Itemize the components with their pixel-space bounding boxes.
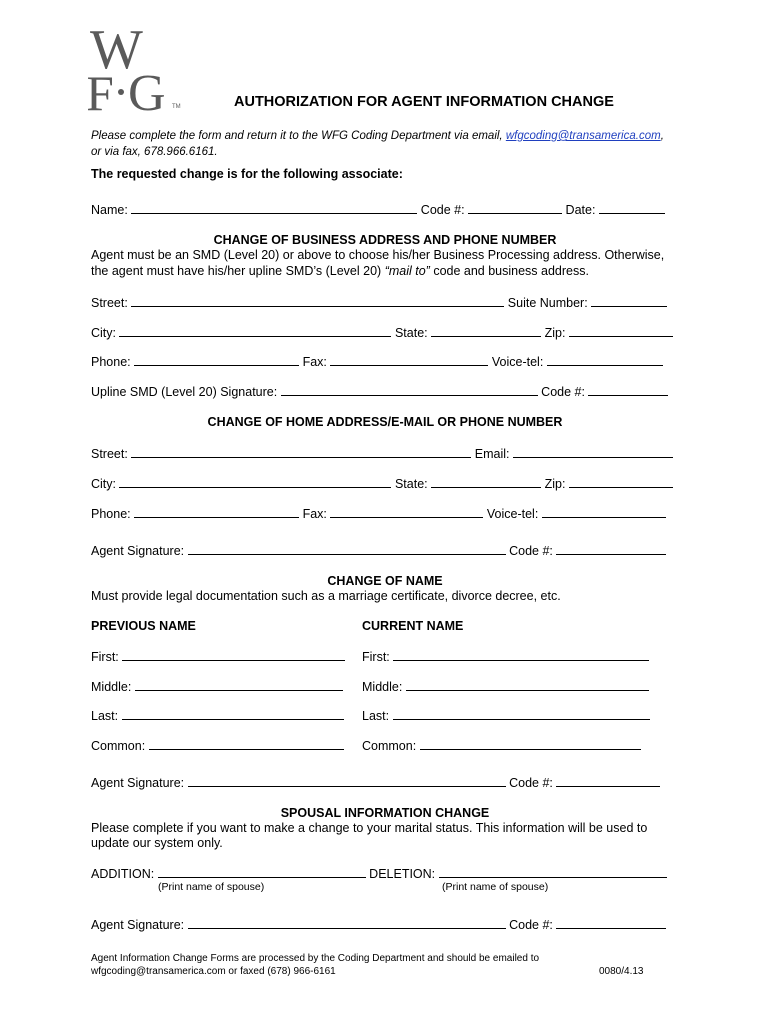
current-last-label: Last: [362,709,390,723]
home-phone-label: Phone: [91,507,131,521]
home-code-label: Code #: [509,544,553,558]
svg-text:G: G [128,65,166,122]
footer-line-2: wfgcoding@transamerica.com or faxed (678) 966-6161 [91,966,336,977]
spousal-note-1: Please complete if you want to make a change to your marital status. This information will be used to [91,821,648,835]
current-common-label: Common: [362,739,417,753]
previous-middle-row [91,679,343,694]
business-heading: CHANGE OF BUSINESS ADDRESS AND PHONE NUMBER [213,233,557,247]
spousal-code-field[interactable] [556,917,666,929]
name-code-label: Code #: [509,776,553,790]
previous-middle-field[interactable] [135,679,343,691]
current-last-field[interactable] [393,708,650,720]
business-note-2b: “mail to” [384,264,430,278]
spousal-signature-label: Agent Signature: [91,918,185,932]
svg-text:F: F [88,65,114,121]
addition-label: ADDITION: [91,867,155,881]
intro-email-link[interactable]: wfgcoding@transamerica.com [505,130,661,142]
spousal-code-label: Code #: [509,918,553,932]
business-state-label: State: [394,326,428,340]
upline-code-field[interactable] [588,384,668,396]
form-number: 0080/4.13 [599,966,644,977]
name-signature-field[interactable] [188,775,506,787]
business-phone-field[interactable] [134,354,299,366]
home-fax-label: Fax: [302,507,327,521]
intro-line-2: or via fax, 678.966.6161. [91,146,218,158]
deletion-label: DELETION: [369,867,436,881]
addition-field[interactable] [158,866,366,878]
current-middle-label: Middle: [362,680,403,694]
business-city-label: City: [91,326,116,340]
home-heading: CHANGE OF HOME ADDRESS/E-MAIL OR PHONE NUMBER [207,415,563,429]
name-label: Name: [91,203,128,217]
name-signature-row [91,775,660,790]
upline-signature-label: Upline SMD (Level 20) Signature: [91,385,278,399]
home-code-field[interactable] [556,543,666,555]
current-common-row [362,738,641,753]
intro-text: Please complete the form and return it to the WFG Coding Department via email, [91,130,506,142]
current-first-label: First: [362,650,390,664]
previous-last-field[interactable] [122,708,344,720]
intro-text-end: , [660,130,664,142]
current-middle-field[interactable] [406,679,649,691]
business-note-2 [91,264,589,278]
home-voicetel-field[interactable] [542,506,666,518]
home-city-field[interactable] [119,476,391,488]
home-phone-field[interactable] [134,506,299,518]
previous-first-label: First: [91,650,119,664]
business-street-row [91,295,667,310]
business-note-1: Agent must be an SMD (Level 20) or above to choose his/her Business Processing address. Otherwise, [91,248,665,262]
business-zip-label: Zip: [544,326,566,340]
current-first-row [362,649,649,664]
previous-common-field[interactable] [149,738,344,750]
upline-code-label: Code #: [541,385,585,399]
home-zip-field[interactable] [569,476,673,488]
addition-hint: (Print name of spouse) [158,881,265,893]
current-last-row [362,708,650,723]
business-fax-label: Fax: [302,355,327,369]
business-street-label: Street: [91,296,128,310]
wfg-logo [88,22,188,122]
business-note-2a: the agent must have his/her upline SMD’s (Level 20) [91,264,385,278]
page-title: AUTHORIZATION FOR AGENT INFORMATION CHANGE [234,94,614,110]
previous-middle-label: Middle: [91,680,132,694]
upline-signature-field[interactable] [281,384,538,396]
spousal-heading: SPOUSAL INFORMATION CHANGE [280,806,490,820]
home-street-label: Street: [91,447,128,461]
business-city-row [91,325,673,340]
current-first-field[interactable] [393,649,649,661]
previous-first-field[interactable] [122,649,345,661]
name-code-field[interactable] [556,775,660,787]
home-city-row [91,476,673,491]
previous-first-row [91,649,345,664]
home-email-label: Email: [474,447,510,461]
name-change-note: Must provide legal documentation such as a marriage certificate, divorce decree, etc. [91,589,561,603]
business-suite-field[interactable] [591,295,667,307]
name-signature-label: Agent Signature: [91,776,185,790]
associate-heading: The requested change is for the following associate: [91,167,403,181]
business-street-field[interactable] [131,295,504,307]
associate-row [91,202,665,217]
name-change-heading: CHANGE OF NAME [327,574,443,588]
business-fax-field[interactable] [330,354,488,366]
previous-last-label: Last: [91,709,119,723]
code-field[interactable] [468,202,562,214]
home-street-field[interactable] [131,446,471,458]
home-street-row [91,446,673,461]
current-name-heading: CURRENT NAME [362,619,464,633]
business-voicetel-label: Voice-tel: [491,355,544,369]
home-signature-field[interactable] [188,543,506,555]
upline-row [91,384,668,399]
spousal-row [91,866,667,881]
business-note-2c: code and business address. [429,264,589,278]
previous-last-row [91,708,344,723]
date-label: Date: [565,203,596,217]
logo-tm: TM [172,104,181,110]
home-fax-field[interactable] [330,506,483,518]
current-common-field[interactable] [420,738,641,750]
home-signature-row [91,543,666,558]
business-phone-row [91,354,663,369]
business-state-field[interactable] [431,325,541,337]
current-middle-row [362,679,649,694]
business-zip-field[interactable] [569,325,673,337]
previous-name-heading: PREVIOUS NAME [91,619,196,633]
deletion-hint: (Print name of spouse) [442,881,549,893]
spousal-signature-field[interactable] [188,917,506,929]
svg-text:W: W [90,22,137,81]
home-voicetel-label: Voice-tel: [486,507,539,521]
code-label: Code #: [420,203,465,217]
home-city-label: City: [91,477,116,491]
home-phone-row [91,506,666,521]
previous-common-row [91,738,344,753]
business-suite-label: Suite Number: [507,296,588,310]
home-email-field[interactable] [513,446,673,458]
home-state-label: State: [394,477,428,491]
intro-line-1 [91,130,664,142]
spousal-signature-row [91,917,666,932]
business-phone-label: Phone: [91,355,131,369]
home-zip-label: Zip: [544,477,566,491]
previous-common-label: Common: [91,739,146,753]
deletion-field[interactable] [439,866,667,878]
name-field[interactable] [131,202,417,214]
footer-line-1: Agent Information Change Forms are processed by the Coding Department and should be emailed to [91,953,540,964]
date-field[interactable] [599,202,665,214]
home-signature-label: Agent Signature: [91,544,185,558]
business-city-field[interactable] [119,325,391,337]
spousal-note-2: update our system only. [91,836,223,850]
home-state-field[interactable] [431,476,541,488]
business-voicetel-field[interactable] [547,354,663,366]
